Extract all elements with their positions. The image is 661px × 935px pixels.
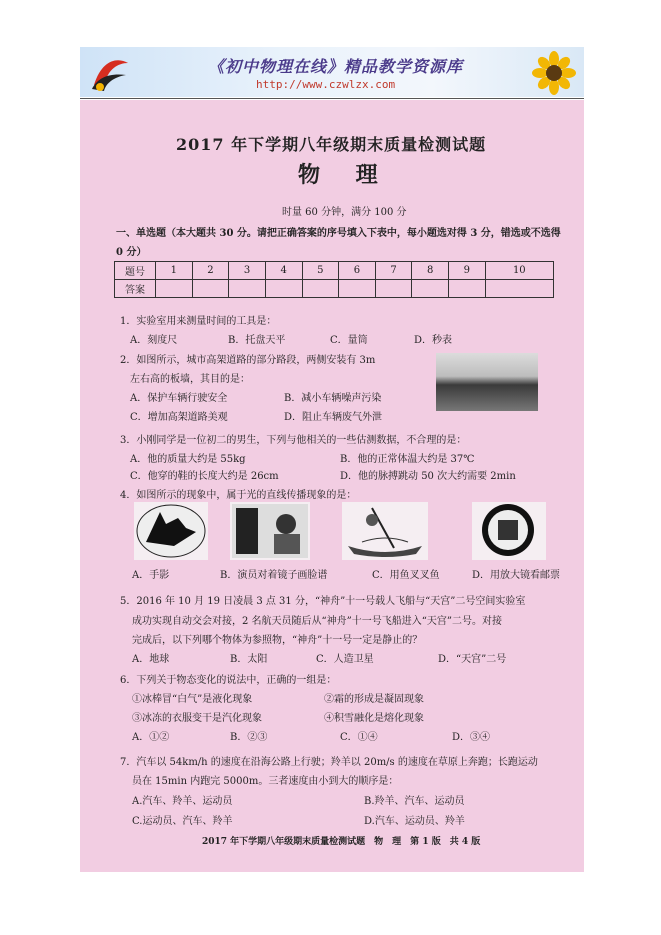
table-cell: 3 [229,262,266,280]
highway-wall-photo [436,353,538,411]
answer-cell[interactable] [375,280,412,298]
option: B．减小车辆噪声污染 [284,393,382,404]
option: D．“天宫”二号 [438,654,507,665]
statement: ④积雪融化是熔化现象 [324,713,424,724]
table-cell: 9 [449,262,486,280]
question-7-stem: 7．汽车以 54km/h 的速度在沿海公路上行驶；羚羊以 20m/s 的速度在草原上奔跑；长跑运动 [120,757,538,768]
table-cell: 4 [265,262,302,280]
option: D.汽车、运动员、羚羊 [364,816,465,827]
sunflower-icon [524,51,578,95]
table-row [115,262,554,280]
question-2-stem-cont: 左右高的板墙，其目的是： [130,374,250,385]
option: A．保护车辆行驶安全 [130,393,228,404]
option: B．托盘天平 [228,335,286,346]
site-logo-icon [88,53,132,93]
statement: ②霜的形成是凝固现象 [324,694,424,705]
option: D．秒表 [414,335,453,346]
table-row-label: 题号 [115,262,156,280]
exam-subject: 物 理 [298,162,392,188]
table-cell: 7 [375,262,412,280]
option: D．他的脉搏跳动 50 次大约需要 2min [340,471,516,482]
option: A．手影 [132,570,170,581]
option: C.运动员、汽车、羚羊 [132,816,233,827]
table-cell: 5 [302,262,339,280]
actor-mirror-image [230,502,310,560]
option: D．用放大镜看邮票 [472,570,561,581]
question-5-stem-cont: 成功实现自动交会对接，2 名航天员随后从“神舟”十一号飞船进入“天宫”二号。对接 [132,616,502,627]
magnifier-stamp-image [472,502,546,560]
banner-title: 《初中物理在线》精品教学资源库 [208,57,464,76]
exam-title: 2017 年下学期八年级期末质量检测试题 [176,135,487,154]
question-1-stem: 1．实验室用来测量时间的工具是： [120,316,277,327]
section-1-instructions: 一、单选题（本大题共 30 分。请把正确答案的序号填入下表中，每小题选对得 3 分，错选或不选得 0 分） [116,228,561,258]
answer-table [114,261,554,298]
answer-cell[interactable] [192,280,229,298]
option: B．他的正常体温大约是 37℃ [340,454,475,465]
banner-url-link[interactable]: http://www.czwlzx.com [256,78,396,91]
answer-cell[interactable] [265,280,302,298]
table-row [115,280,554,298]
question-2-stem: 2．如图所示，城市高架道路的部分路段，两侧安装有 3m [120,355,376,366]
answer-cell[interactable] [302,280,339,298]
option: C．他穿的鞋的长度大约是 26cm [130,471,279,482]
exam-meta: 时量 60 分钟，满分 100 分 [282,207,407,218]
option: B.羚羊、汽车、运动员 [364,796,465,807]
option: D．阻止车辆废气外泄 [284,412,383,423]
option: B．演员对着镜子画脸谱 [220,570,328,581]
question-5-stem: 5．2016 年 10 月 19 日凌晨 3 点 31 分，“神舟”十一号载人飞船与“天宫”二号空间实验室 [120,596,526,607]
option: B．②③ [230,732,268,743]
table-cell: 2 [192,262,229,280]
answer-cell[interactable] [229,280,266,298]
option: A．他的质量大约是 55kg [130,454,246,465]
statement: ①冰棒冒“白气”是液化现象 [132,694,253,705]
question-5-stem-cont: 完成后，以下列哪个物体为参照物，“神舟”十一号一定是静止的？ [132,635,423,646]
answer-cell[interactable] [412,280,449,298]
answer-cell[interactable] [449,280,486,298]
table-row-label: 答案 [115,280,156,298]
question-3-stem: 3．小刚同学是一位初二的男生，下列与他相关的一些估测数据，不合理的是： [120,435,467,446]
option: A．地球 [132,654,170,665]
table-cell: 1 [156,262,193,280]
answer-cell[interactable] [339,280,376,298]
spear-fishing-image [342,502,428,560]
table-cell: 8 [412,262,449,280]
answer-cell[interactable] [156,280,193,298]
option: A.汽车、羚羊、运动员 [132,796,233,807]
question-7-stem-cont: 员在 15min 内跑完 5000m。三者速度由小到大的顺序是： [132,776,399,787]
option: C．量筒 [330,335,368,346]
statement: ③冰冻的衣服变干是汽化现象 [132,713,262,724]
option: C．人造卫星 [316,654,374,665]
question-4-stem: 4．如图所示的现象中，属于光的直线传播现象的是： [120,490,357,501]
table-cell: 6 [339,262,376,280]
hand-shadow-image [134,502,208,560]
option: C．增加高架道路美观 [130,412,228,423]
option: A．①② [132,732,170,743]
page-footer: 2017 年下学期八年级期末质量检测试题 物 理 第 1 版 共 4 版 [202,837,481,847]
option: C．①④ [340,732,378,743]
answer-cell[interactable] [485,280,553,298]
table-cell: 10 [485,262,553,280]
exam-paper [80,100,584,872]
question-6-stem: 6．下列关于物态变化的说法中，正确的一组是： [120,675,337,686]
bleed-through-text [518,140,521,150]
option: C．用鱼叉叉鱼 [372,570,440,581]
option: B．太阳 [230,654,268,665]
option: A．刻度尺 [130,335,178,346]
site-banner [80,47,584,97]
option: D．③④ [452,732,491,743]
banner-divider [80,98,584,99]
